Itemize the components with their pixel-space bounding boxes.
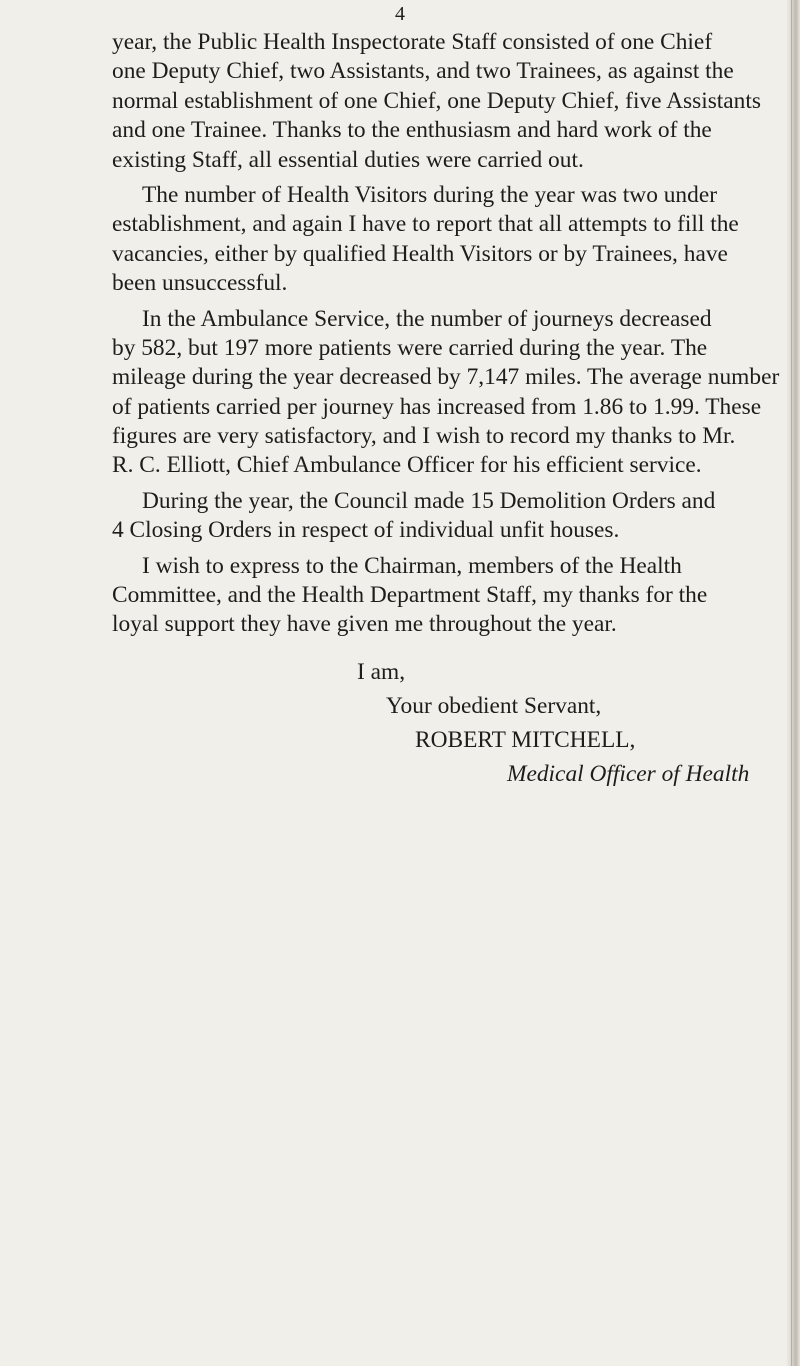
page-binding-line (791, 0, 792, 1366)
text-line: existing Staff, all essential duties were carried out. (112, 146, 584, 173)
text-line: I wish to express to the Chairman, members of the Health (142, 552, 682, 579)
letter-body (112, 28, 792, 640)
salutation: I am, (357, 659, 406, 685)
text-line: R. C. Elliott, Chief Ambulance Officer for his efficient service. (112, 452, 702, 479)
text-line: loyal support they have given me throughout the year. (112, 611, 617, 638)
text-line: of patients carried per journey has increased from 1.86 to 1.99. These (112, 393, 762, 420)
signatory-name: ROBERT MITCHELL, (415, 727, 636, 753)
page-number: 4 (395, 3, 405, 25)
text-line: one Deputy Chief, two Assistants, and two Trainees, as against the (112, 58, 734, 85)
text-line: vacancies, either by qualified Health Visitors or by Trainees, have (112, 240, 728, 267)
signatory-title: Medical Officer of Health (507, 761, 750, 787)
text-line: year, the Public Health Inspectorate Staff consisted of one Chief (112, 29, 713, 55)
text-line: establishment, and again I have to report that all attempts to fill the (112, 211, 739, 238)
text-line: 4 Closing Orders in respect of individual unfit houses. (112, 517, 620, 544)
text-line: In the Ambulance Service, the number of journeys decreased (142, 305, 712, 332)
page-binding-edge (786, 0, 800, 1366)
text-line: The number of Health Visitors during the year was two under (142, 181, 717, 208)
text-line: by 582, but 197 more patients were carried during the year. The (112, 334, 708, 361)
text-line: Committee, and the Health Department Staff, my thanks for the (112, 582, 708, 609)
text-line: and one Trainee. Thanks to the enthusiasm and hard work of the (112, 117, 712, 144)
text-line: normal establishment of one Chief, one Deputy Chief, five Assistants (112, 87, 761, 114)
text-line: been unsuccessful. (112, 270, 288, 297)
text-line: figures are very satisfactory, and I wish to record my thanks to Mr. (112, 423, 736, 450)
text-line: mileage during the year decreased by 7,147 miles. The average number (112, 364, 780, 391)
text-line: During the year, the Council made 15 Demolition Orders and (142, 487, 716, 514)
closing: Your obedient Servant, (386, 693, 602, 719)
